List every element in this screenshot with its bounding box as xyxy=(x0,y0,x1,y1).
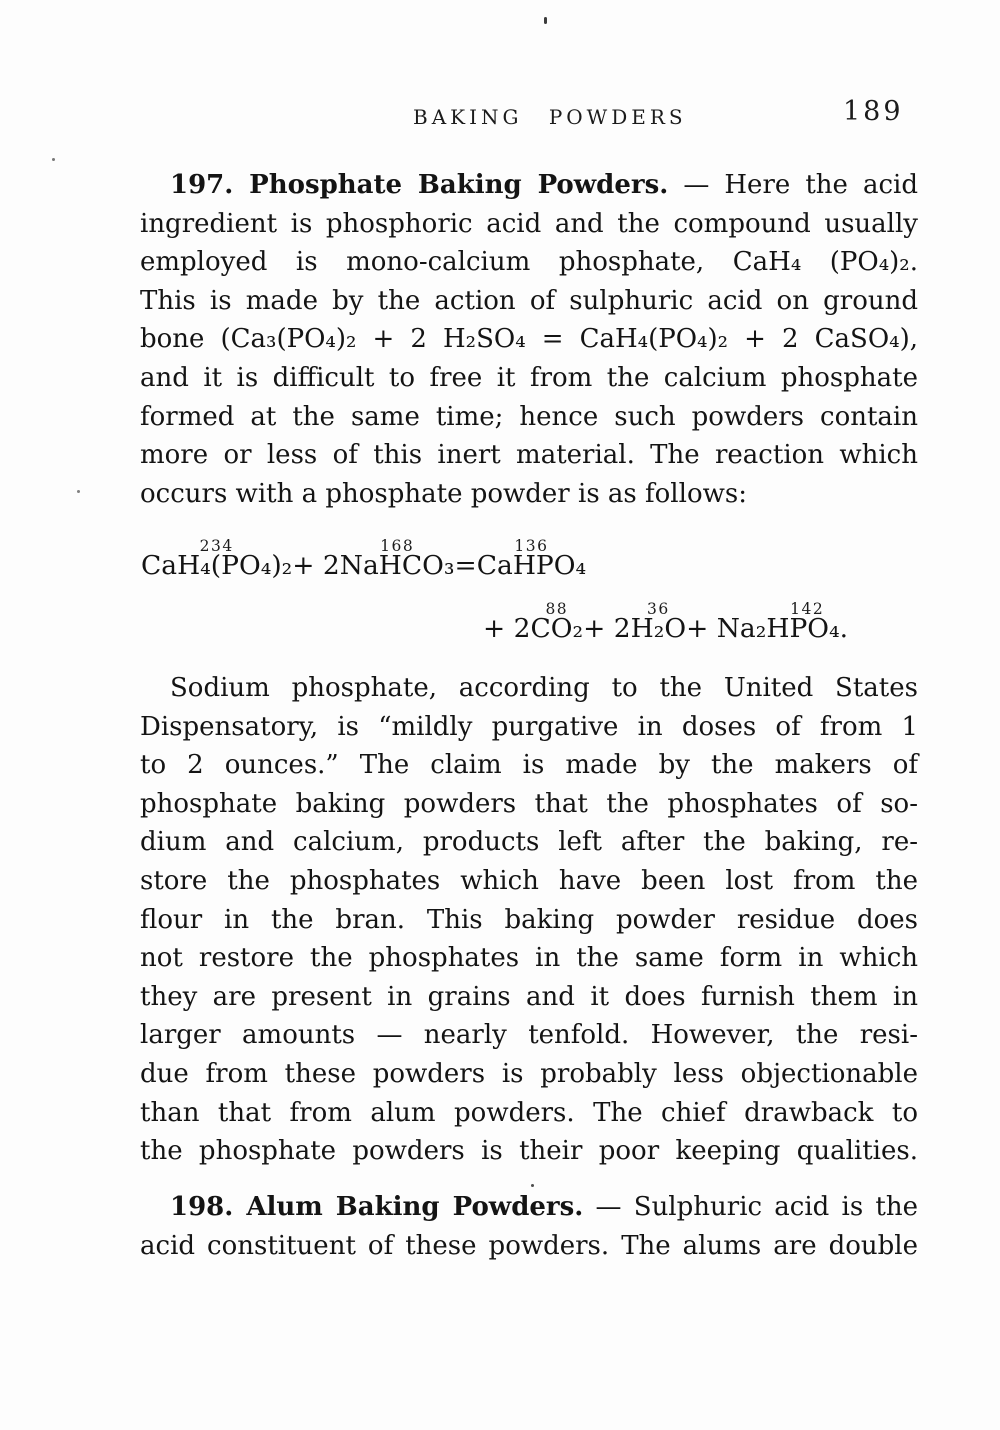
formula-token xyxy=(630,600,687,648)
section-197-heading-rest: — Here the acid xyxy=(683,170,918,200)
formula-token xyxy=(686,610,766,648)
formula-token xyxy=(339,537,455,585)
molecular-weight-label: 142 xyxy=(790,600,825,618)
section-198-heading-rest: — Sulphuric acid is the xyxy=(595,1192,918,1222)
molecular-weight-label: 234 xyxy=(199,537,234,555)
formula-text: + 2 xyxy=(292,550,340,581)
section-198-heading: 198. Alum Baking Powders. xyxy=(170,1192,584,1222)
body-line: bone (Ca₃(PO₄)₂ + 2 H₂SO₄ = CaH₄(PO₄)₂ + 2 CaSO₄), xyxy=(140,324,918,355)
formula-text: CaHPO₄ xyxy=(476,550,587,581)
body-line: Sodium phosphate, according to the United States xyxy=(170,673,918,703)
molecular-weight-label: 88 xyxy=(545,600,569,618)
body-line: store the phosphates which have been lost from the xyxy=(140,865,918,896)
formula-token xyxy=(141,537,293,585)
body-line xyxy=(140,1188,918,1227)
paragraph-198 xyxy=(140,1188,918,1265)
formula-token xyxy=(292,547,340,585)
body-line: phosphate baking powders that the phosphates of so- xyxy=(140,788,918,819)
formula-token xyxy=(455,547,477,585)
ink-speck xyxy=(531,1184,534,1187)
body-line: occurs with a phosphate powder is as follows: xyxy=(140,478,747,509)
formula-token xyxy=(583,610,631,648)
section-197-heading: 197. Phosphate Baking Powders. xyxy=(170,170,669,200)
body-line: and it is difficult to free it from the calcium phosphate xyxy=(140,362,918,393)
molecular-weight-label: 36 xyxy=(646,600,670,618)
body-line: they are present in grains and it does furnish them in xyxy=(140,981,918,1012)
ink-speck xyxy=(77,490,80,493)
formula-text: CaH₄(PO₄)₂ xyxy=(141,550,293,581)
formula-text: NaHCO₃ xyxy=(339,550,455,581)
body-line xyxy=(140,166,918,205)
paragraph-sodium-phosphate xyxy=(140,669,918,1171)
body-line: acid constituent of these powders. The alums are double xyxy=(140,1230,918,1261)
ink-speck xyxy=(52,158,55,161)
formula-token xyxy=(476,537,587,585)
running-head-title: BAKING POWDERS xyxy=(413,105,687,129)
formula-text: = xyxy=(454,550,477,581)
formula-text: CO₂ xyxy=(530,613,584,644)
body-line: flour in the bran. This baking powder residue does xyxy=(140,904,918,935)
formula-token xyxy=(483,610,531,648)
formula-text: + Na₂ xyxy=(686,613,767,644)
body-line: due from these powders is probably less objectionable xyxy=(140,1058,918,1089)
chemical-equation xyxy=(141,522,926,648)
equation-line-2 xyxy=(483,585,926,648)
body-line: This is made by the action of sulphuric acid on ground xyxy=(140,285,918,316)
body-line: ingredient is phosphoric acid and the compound usually xyxy=(140,208,918,239)
formula-text: + 2 xyxy=(583,613,631,644)
formula-text: + 2 xyxy=(483,613,531,644)
page-number: 189 xyxy=(843,96,904,127)
ink-speck xyxy=(544,17,547,24)
body-line: larger amounts — nearly tenfold. However, the resi- xyxy=(140,1020,918,1051)
body-line: employed is mono-calcium phosphate, CaH₄ (PO₄)₂. xyxy=(140,247,918,278)
body-line: more or less of this inert material. The reaction which xyxy=(140,440,918,471)
body-line: dium and calcium, products left after the baking, re- xyxy=(140,827,918,858)
formula-text: HPO₄. xyxy=(766,613,849,644)
body-line: Dispensatory, is “mildly purgative in doses of from 1 xyxy=(140,711,918,742)
body-line: than that from alum powders. The chief drawback to xyxy=(140,1097,918,1128)
formula-text: H₂O xyxy=(630,613,687,644)
paragraph-197 xyxy=(140,166,918,513)
body-line: formed at the same time; hence such powders contain xyxy=(140,401,918,432)
formula-token xyxy=(766,600,849,648)
body-line: the phosphate powders is their poor keeping qualities. xyxy=(140,1136,918,1167)
formula-token xyxy=(530,600,584,648)
molecular-weight-label: 168 xyxy=(380,537,415,555)
body-line: not restore the phosphates in the same form in which xyxy=(140,943,918,974)
molecular-weight-label: 136 xyxy=(514,537,549,555)
equation-line-1 xyxy=(141,522,926,585)
body-line: to 2 ounces.” The claim is made by the makers of xyxy=(140,750,918,781)
